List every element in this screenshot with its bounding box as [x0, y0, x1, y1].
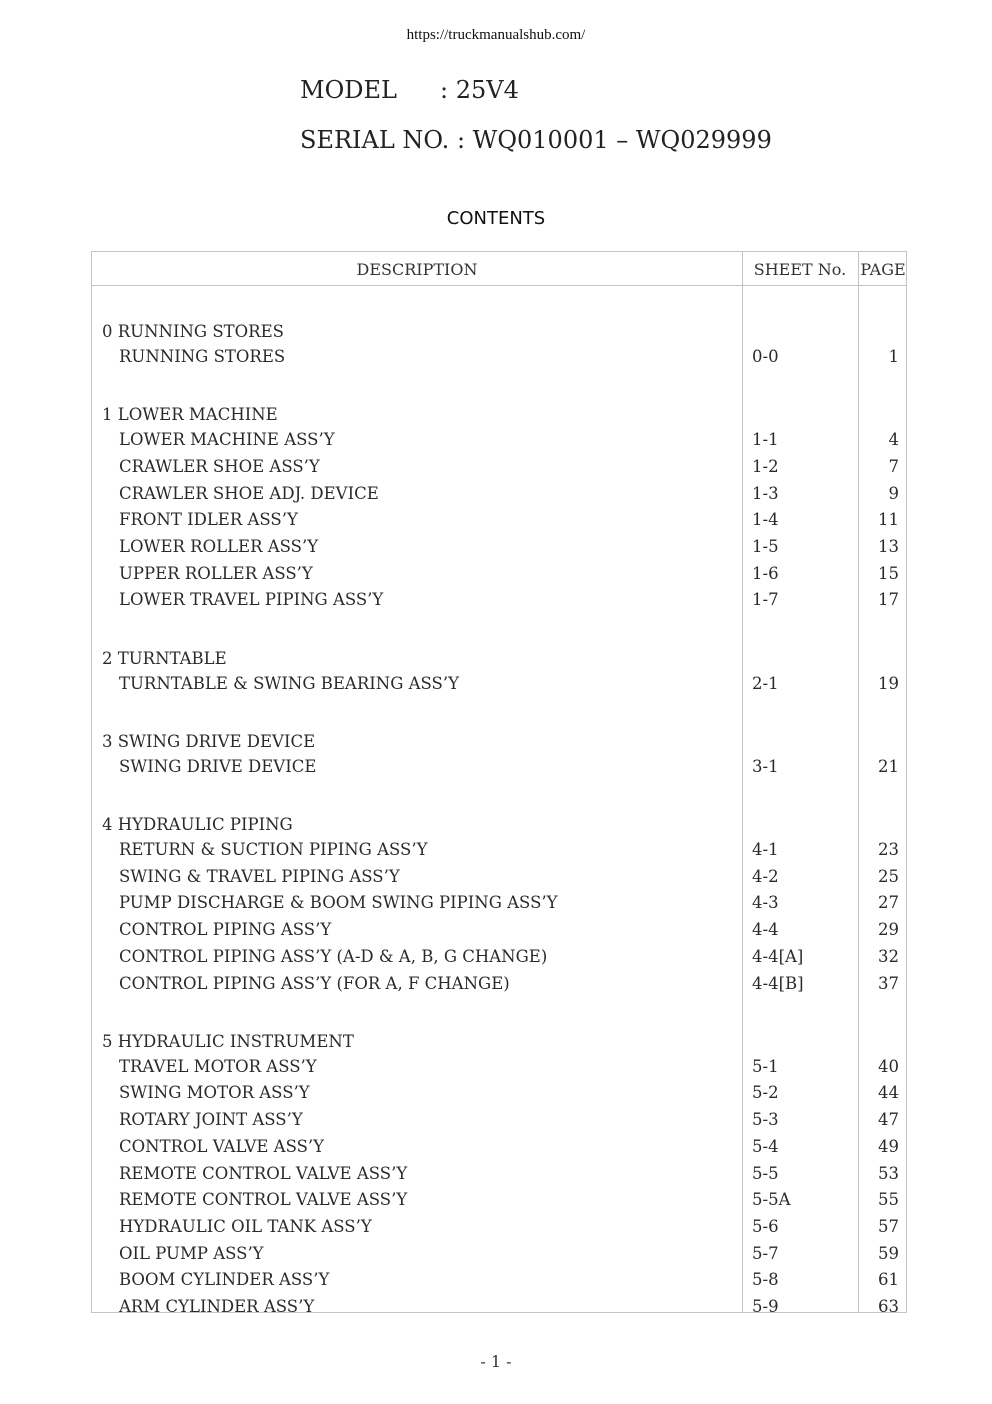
- page-number-cell: 1: [888, 347, 899, 366]
- table-row[interactable]: [92, 1107, 908, 1133]
- item-description: CONTROL PIPING ASS’Y: [119, 920, 332, 939]
- source-url[interactable]: https://truckmanualshub.com/: [406, 27, 586, 43]
- model-label: MODEL: [300, 76, 397, 104]
- table-row[interactable]: [92, 837, 908, 863]
- sheet-number: 1-7: [752, 590, 779, 609]
- sheet-number: 2-1: [752, 674, 779, 693]
- table-row[interactable]: [92, 1241, 908, 1267]
- sheet-number: 1-5: [752, 537, 779, 556]
- table-row[interactable]: [92, 344, 908, 370]
- item-description: REMOTE CONTROL VALVE ASS’Y: [119, 1190, 408, 1209]
- item-description: RUNNING STORES: [119, 347, 286, 366]
- section-heading-row: [92, 729, 908, 755]
- item-description: FRONT IDLER ASS’Y: [119, 510, 298, 529]
- section-title: 4 HYDRAULIC PIPING: [102, 815, 293, 834]
- item-description: CONTROL PIPING ASS’Y (A-D & A, B, G CHANGE): [119, 947, 548, 966]
- section-heading-row: [92, 812, 908, 838]
- table-row[interactable]: [92, 1161, 908, 1187]
- section-title: 1 LOWER MACHINE: [102, 405, 278, 424]
- sheet-number: 5-3: [752, 1110, 779, 1129]
- sheet-number: 5-5: [752, 1164, 779, 1183]
- table-row[interactable]: [92, 671, 908, 697]
- page-number-cell: 29: [878, 920, 899, 939]
- table-row[interactable]: [92, 534, 908, 560]
- sheet-number: 5-1: [752, 1057, 779, 1076]
- sheet-number: 5-8: [752, 1270, 779, 1289]
- table-row[interactable]: [92, 917, 908, 943]
- page-number-cell: 57: [878, 1217, 899, 1236]
- item-description: HYDRAULIC OIL TANK ASS’Y: [119, 1217, 372, 1236]
- model-line: [300, 76, 519, 104]
- page-number-cell: 53: [878, 1164, 899, 1183]
- table-row[interactable]: [92, 971, 908, 997]
- page-number-cell: 19: [878, 674, 899, 693]
- serial-line: [300, 126, 772, 154]
- item-description: REMOTE CONTROL VALVE ASS’Y: [119, 1164, 408, 1183]
- item-description: LOWER MACHINE ASS’Y: [119, 430, 335, 449]
- sheet-number: 4-4: [752, 920, 779, 939]
- header-divider: [92, 285, 906, 286]
- item-description: CONTROL VALVE ASS’Y: [119, 1137, 325, 1156]
- sheet-number: 1-2: [752, 457, 779, 476]
- section-title: 0 RUNNING STORES: [102, 322, 284, 341]
- sheet-number: 1-3: [752, 484, 779, 503]
- page-number-cell: 61: [878, 1270, 899, 1289]
- page-number-cell: 15: [878, 564, 899, 583]
- table-row[interactable]: [92, 864, 908, 890]
- table-row[interactable]: [92, 1187, 908, 1213]
- item-description: UPPER ROLLER ASS’Y: [119, 564, 313, 583]
- page-number: - 1 -: [480, 1352, 512, 1371]
- section-title: 2 TURNTABLE: [102, 649, 227, 668]
- page-number-cell: 17: [878, 590, 899, 609]
- page-number-cell: 23: [878, 840, 899, 859]
- page-number-cell: 63: [878, 1297, 899, 1316]
- section-heading-row: [92, 319, 908, 345]
- table-row[interactable]: [92, 1294, 908, 1320]
- table-row[interactable]: [92, 481, 908, 507]
- table-row[interactable]: [92, 1080, 908, 1106]
- table-row[interactable]: [92, 1267, 908, 1293]
- sheet-number: 1-1: [752, 430, 779, 449]
- table-row[interactable]: [92, 890, 908, 916]
- page-number-cell: 4: [888, 430, 899, 449]
- item-description: ROTARY JOINT ASS’Y: [119, 1110, 303, 1129]
- sheet-number: 5-5A: [752, 1190, 791, 1209]
- item-description: LOWER ROLLER ASS’Y: [119, 537, 319, 556]
- table-row[interactable]: [92, 944, 908, 970]
- sheet-number: 5-7: [752, 1244, 779, 1263]
- section-heading-row: [92, 1029, 908, 1055]
- section-heading-row: [92, 402, 908, 428]
- header-page: PAGE: [860, 260, 906, 279]
- sheet-number: 3-1: [752, 757, 779, 776]
- item-description: CRAWLER SHOE ADJ. DEVICE: [119, 484, 379, 503]
- page-number-cell: 37: [878, 974, 899, 993]
- item-description: LOWER TRAVEL PIPING ASS’Y: [119, 590, 384, 609]
- item-description: TRAVEL MOTOR ASS’Y: [119, 1057, 317, 1076]
- page-number-cell: 59: [878, 1244, 899, 1263]
- sheet-number: 4-4[A]: [752, 947, 804, 966]
- section-title: 3 SWING DRIVE DEVICE: [102, 732, 316, 751]
- item-description: PUMP DISCHARGE & BOOM SWING PIPING ASS’Y: [119, 893, 558, 912]
- sheet-number: 4-4[B]: [752, 974, 804, 993]
- table-row[interactable]: [92, 587, 908, 613]
- page-number-cell: 7: [888, 457, 899, 476]
- table-row[interactable]: [92, 427, 908, 453]
- page-number-cell: 11: [878, 510, 899, 529]
- sheet-number: 5-2: [752, 1083, 779, 1102]
- page-number-cell: 21: [878, 757, 899, 776]
- sheet-number: 4-2: [752, 867, 779, 886]
- page-number-cell: 32: [878, 947, 899, 966]
- page-number-cell: 40: [878, 1057, 899, 1076]
- sheet-number: 1-4: [752, 510, 779, 529]
- sheet-number: 4-1: [752, 840, 779, 859]
- table-row[interactable]: [92, 1214, 908, 1240]
- page-number-cell: 55: [878, 1190, 899, 1209]
- table-row[interactable]: [92, 454, 908, 480]
- page-number-cell: 44: [878, 1083, 899, 1102]
- page-number-cell: 9: [888, 484, 899, 503]
- page-number-cell: 13: [878, 537, 899, 556]
- sheet-number: 4-3: [752, 893, 779, 912]
- item-description: SWING DRIVE DEVICE: [119, 757, 317, 776]
- page-number-cell: 27: [878, 893, 899, 912]
- page-number-cell: 25: [878, 867, 899, 886]
- model-value: : 25V4: [440, 76, 519, 104]
- page-number-cell: 49: [878, 1137, 899, 1156]
- item-description: CRAWLER SHOE ASS’Y: [119, 457, 320, 476]
- serial-value: : WQ010001 – WQ029999: [456, 126, 772, 154]
- table-row[interactable]: [92, 754, 908, 780]
- serial-label: SERIAL NO.: [300, 126, 450, 154]
- item-description: BOOM CYLINDER ASS’Y: [119, 1270, 330, 1289]
- item-description: RETURN & SUCTION PIPING ASS’Y: [119, 840, 428, 859]
- section-title: 5 HYDRAULIC INSTRUMENT: [102, 1032, 354, 1051]
- item-description: SWING MOTOR ASS’Y: [119, 1083, 310, 1102]
- contents-title: CONTENTS: [446, 208, 546, 229]
- page-number-cell: 47: [878, 1110, 899, 1129]
- table-row[interactable]: [92, 507, 908, 533]
- item-description: OIL PUMP ASS’Y: [119, 1244, 264, 1263]
- section-heading-row: [92, 646, 908, 672]
- item-description: ARM CYLINDER ASS’Y: [119, 1297, 315, 1316]
- sheet-number: 5-6: [752, 1217, 779, 1236]
- sheet-number: 5-9: [752, 1297, 779, 1316]
- item-description: SWING & TRAVEL PIPING ASS’Y: [119, 867, 400, 886]
- header-description: DESCRIPTION: [356, 260, 478, 279]
- sheet-number: 5-4: [752, 1137, 779, 1156]
- header-sheet-no: SHEET No.: [753, 260, 847, 279]
- item-description: TURNTABLE & SWING BEARING ASS’Y: [119, 674, 459, 693]
- sheet-number: 1-6: [752, 564, 779, 583]
- table-row[interactable]: [92, 1054, 908, 1080]
- table-row[interactable]: [92, 561, 908, 587]
- table-row[interactable]: [92, 1134, 908, 1160]
- sheet-number: 0-0: [752, 347, 779, 366]
- item-description: CONTROL PIPING ASS’Y (FOR A, F CHANGE): [119, 974, 510, 993]
- contents-table: [91, 251, 907, 1316]
